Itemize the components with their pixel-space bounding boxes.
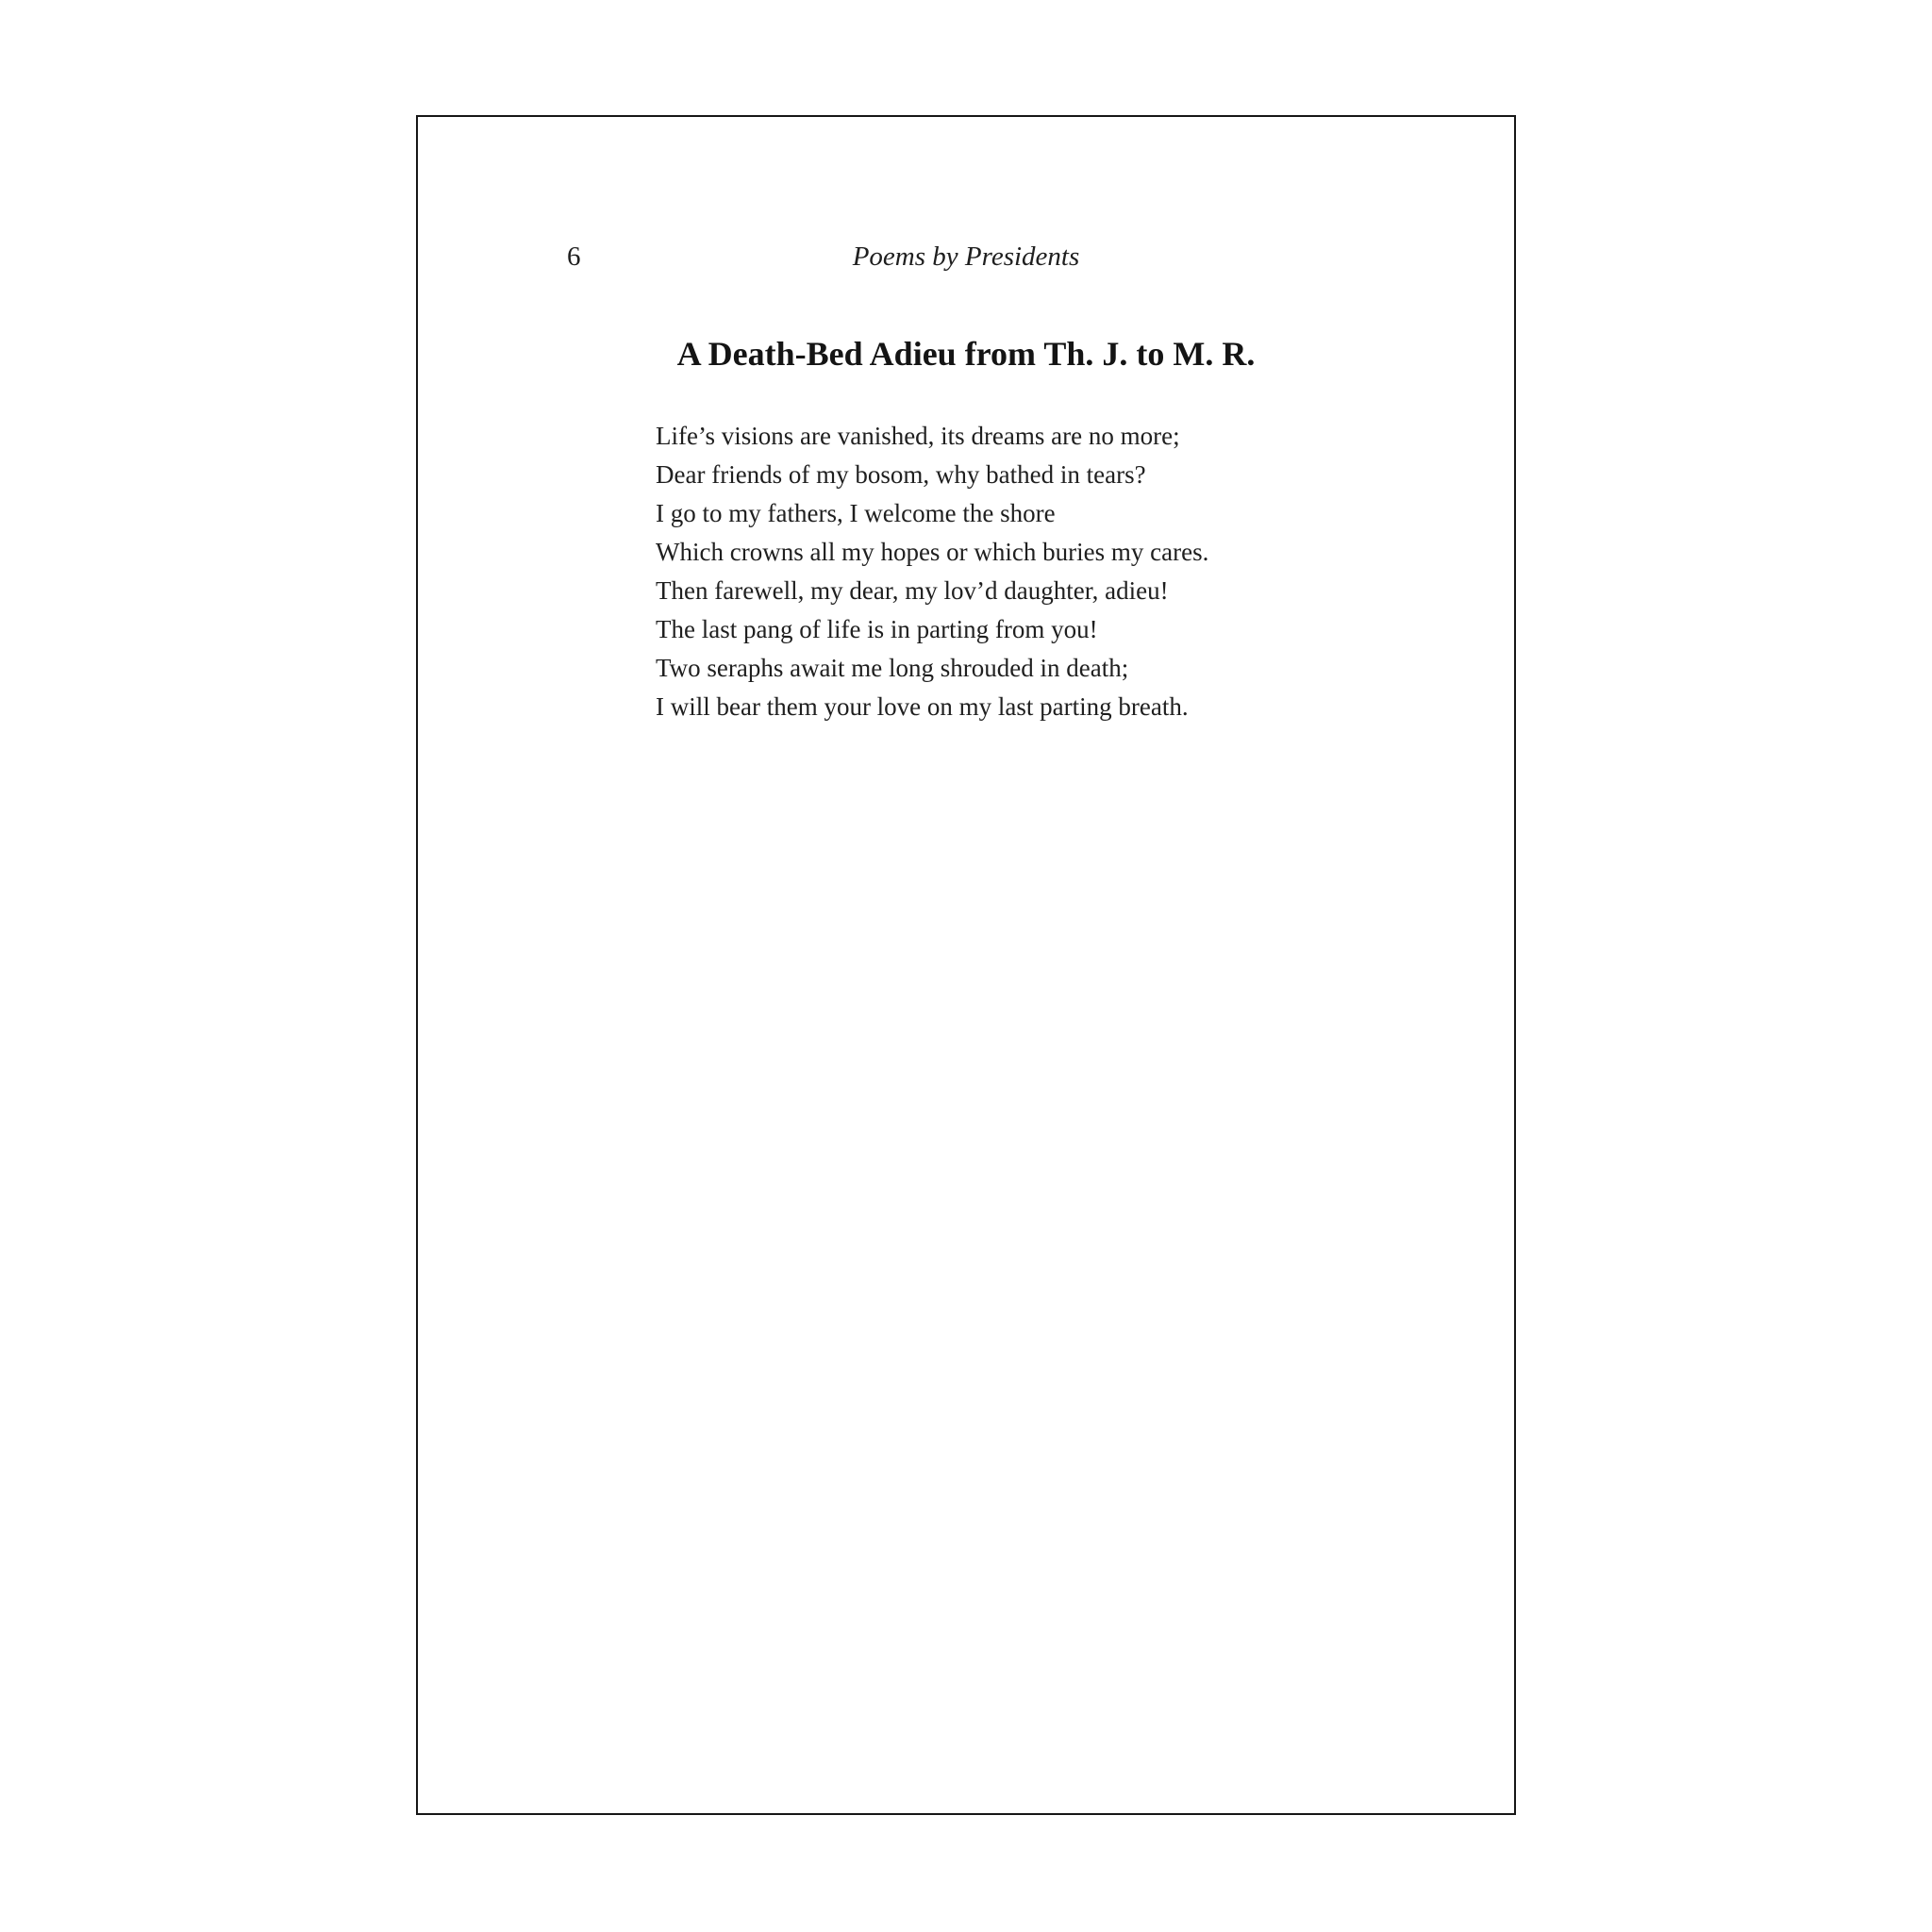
poem-line: Which crowns all my hopes or which buries my cares. [656, 538, 1209, 566]
book-page [416, 115, 1516, 1815]
poem-body [656, 417, 1208, 726]
poem-line: Dear friends of my bosom, why bathed in tears? [656, 460, 1146, 489]
poem-title: A Death-Bed Adieu from Th. J. to M. R. [676, 335, 1256, 373]
poem-line: I will bear them your love on my last parting breath. [656, 692, 1189, 721]
poem-line: Life’s visions are vanished, its dreams are no more; [656, 422, 1180, 450]
poem-line: I go to my fathers, I welcome the shore [656, 499, 1056, 527]
poem-line: Then farewell, my dear, my lov’d daughter, adieu! [656, 576, 1169, 605]
poem-line: Two seraphs await me long shrouded in death; [656, 654, 1129, 682]
poem-line: The last pang of life is in parting from you! [656, 615, 1098, 643]
page-number: 6 [567, 242, 581, 272]
running-header: Poems by Presidents [852, 242, 1080, 272]
